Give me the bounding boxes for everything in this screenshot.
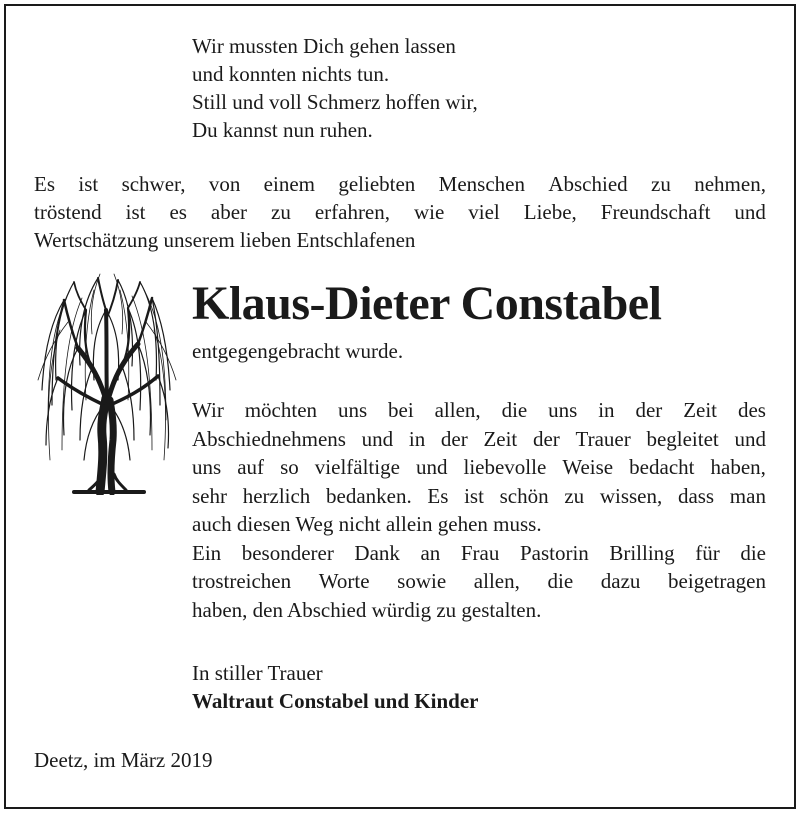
weeping-tree-icon [34, 270, 179, 495]
place-date: Deetz, im März 2019 [34, 748, 213, 772]
word: trostreichen [192, 569, 292, 593]
thanks-line [192, 396, 766, 425]
word: der [440, 426, 468, 451]
poem-line: und konnten nichts tun. [192, 62, 390, 86]
word: sehr [192, 483, 227, 508]
word: Es [34, 172, 55, 196]
word: allen, [473, 569, 520, 593]
word: herzlich [242, 483, 311, 508]
word: man [729, 483, 766, 508]
word: ist [464, 483, 484, 508]
word: der [635, 398, 663, 422]
word: Freundschaft [600, 200, 711, 224]
closing-phrase: In stiller Trauer [192, 661, 323, 685]
word: Pastorin [519, 540, 589, 565]
word: Zeit [683, 398, 718, 422]
signers: Waltraut Constabel und Kinder [192, 689, 479, 713]
word: in [408, 426, 426, 451]
word: Es [427, 483, 449, 508]
word: beigetragen [668, 569, 766, 593]
word: zu [271, 200, 291, 224]
word: und [734, 200, 766, 224]
word: Zeit [483, 426, 518, 451]
word: geliebten [338, 172, 416, 196]
thanks-line: auch diesen Weg nicht allein gehen muss. [192, 512, 542, 536]
word: besonderer [241, 540, 334, 565]
word: der [532, 426, 560, 451]
thanks-text [192, 396, 766, 624]
word: haben, [710, 455, 766, 479]
word: von [208, 172, 241, 196]
word: bedacht [629, 455, 695, 479]
word: dass [677, 483, 715, 508]
word: Worte [318, 569, 370, 593]
word: Trauer [575, 426, 631, 451]
word: Brilling [609, 540, 675, 565]
word: für [695, 540, 720, 565]
word: Abschied [548, 172, 628, 196]
word: so [280, 455, 299, 479]
word: Liebe, [523, 200, 577, 224]
word: uns [548, 398, 578, 422]
word: Wir [192, 398, 224, 422]
intro-line: Wertschätzung unserem lieben Entschlafenen [34, 228, 416, 252]
thanks-line [192, 567, 766, 596]
word: schön [499, 483, 549, 508]
word: und [361, 426, 394, 451]
word: sowie [397, 569, 447, 593]
word: auf [237, 455, 265, 479]
word: dazu [600, 569, 641, 593]
word: es [169, 200, 187, 224]
word: Frau [460, 540, 500, 565]
name-continuation: entgegengebracht wurde. [192, 339, 404, 363]
word: uns [192, 455, 222, 479]
word: bedanken. [326, 483, 412, 508]
word: einem [263, 172, 315, 196]
word: möchten [244, 398, 318, 422]
word: die [740, 540, 766, 565]
word: zu [651, 172, 671, 196]
word: wie [413, 200, 445, 224]
word: Ein [192, 540, 222, 565]
poem [192, 32, 478, 144]
word: uns [337, 398, 368, 422]
word: vielfältige [314, 455, 400, 479]
thanks-line: haben, den Abschied würdig zu gestalten. [192, 597, 542, 622]
thanks-line [192, 453, 766, 482]
closing [192, 659, 478, 715]
word: und [734, 426, 766, 451]
word: allen, [434, 398, 481, 422]
word: erfahren, [314, 200, 391, 224]
word: schwer, [121, 172, 186, 196]
word: wissen, [599, 483, 663, 508]
intro-text [34, 170, 766, 254]
word: an [420, 540, 441, 565]
word: zu [564, 483, 585, 508]
word: die [501, 398, 528, 422]
intro-line [34, 170, 766, 198]
word: liebevolle [463, 455, 547, 479]
word: begleitet [646, 426, 719, 451]
thanks-line [192, 482, 766, 511]
word: in [598, 398, 615, 422]
word: nehmen, [694, 172, 766, 196]
word: ist [78, 172, 99, 196]
intro-line [34, 198, 766, 226]
word: ist [125, 200, 146, 224]
word: des [737, 398, 766, 422]
word: Dank [354, 540, 400, 565]
word: Weise [562, 455, 614, 479]
poem-line: Wir mussten Dich gehen lassen [192, 34, 456, 58]
poem-line: Du kannst nun ruhen. [192, 118, 373, 142]
word: die [547, 569, 574, 593]
thanks-line [192, 539, 766, 568]
word: aber [210, 200, 248, 224]
poem-line: Still und voll Schmerz hoffen wir, [192, 90, 478, 114]
word: viel [468, 200, 500, 224]
word: tröstend [34, 200, 102, 224]
word: Menschen [438, 172, 525, 196]
word: und [415, 455, 448, 479]
word: bei [388, 398, 414, 422]
word: Abschiednehmens [192, 426, 346, 451]
deceased-name: Klaus-Dieter Constabel [192, 277, 662, 330]
thanks-line [192, 425, 766, 454]
